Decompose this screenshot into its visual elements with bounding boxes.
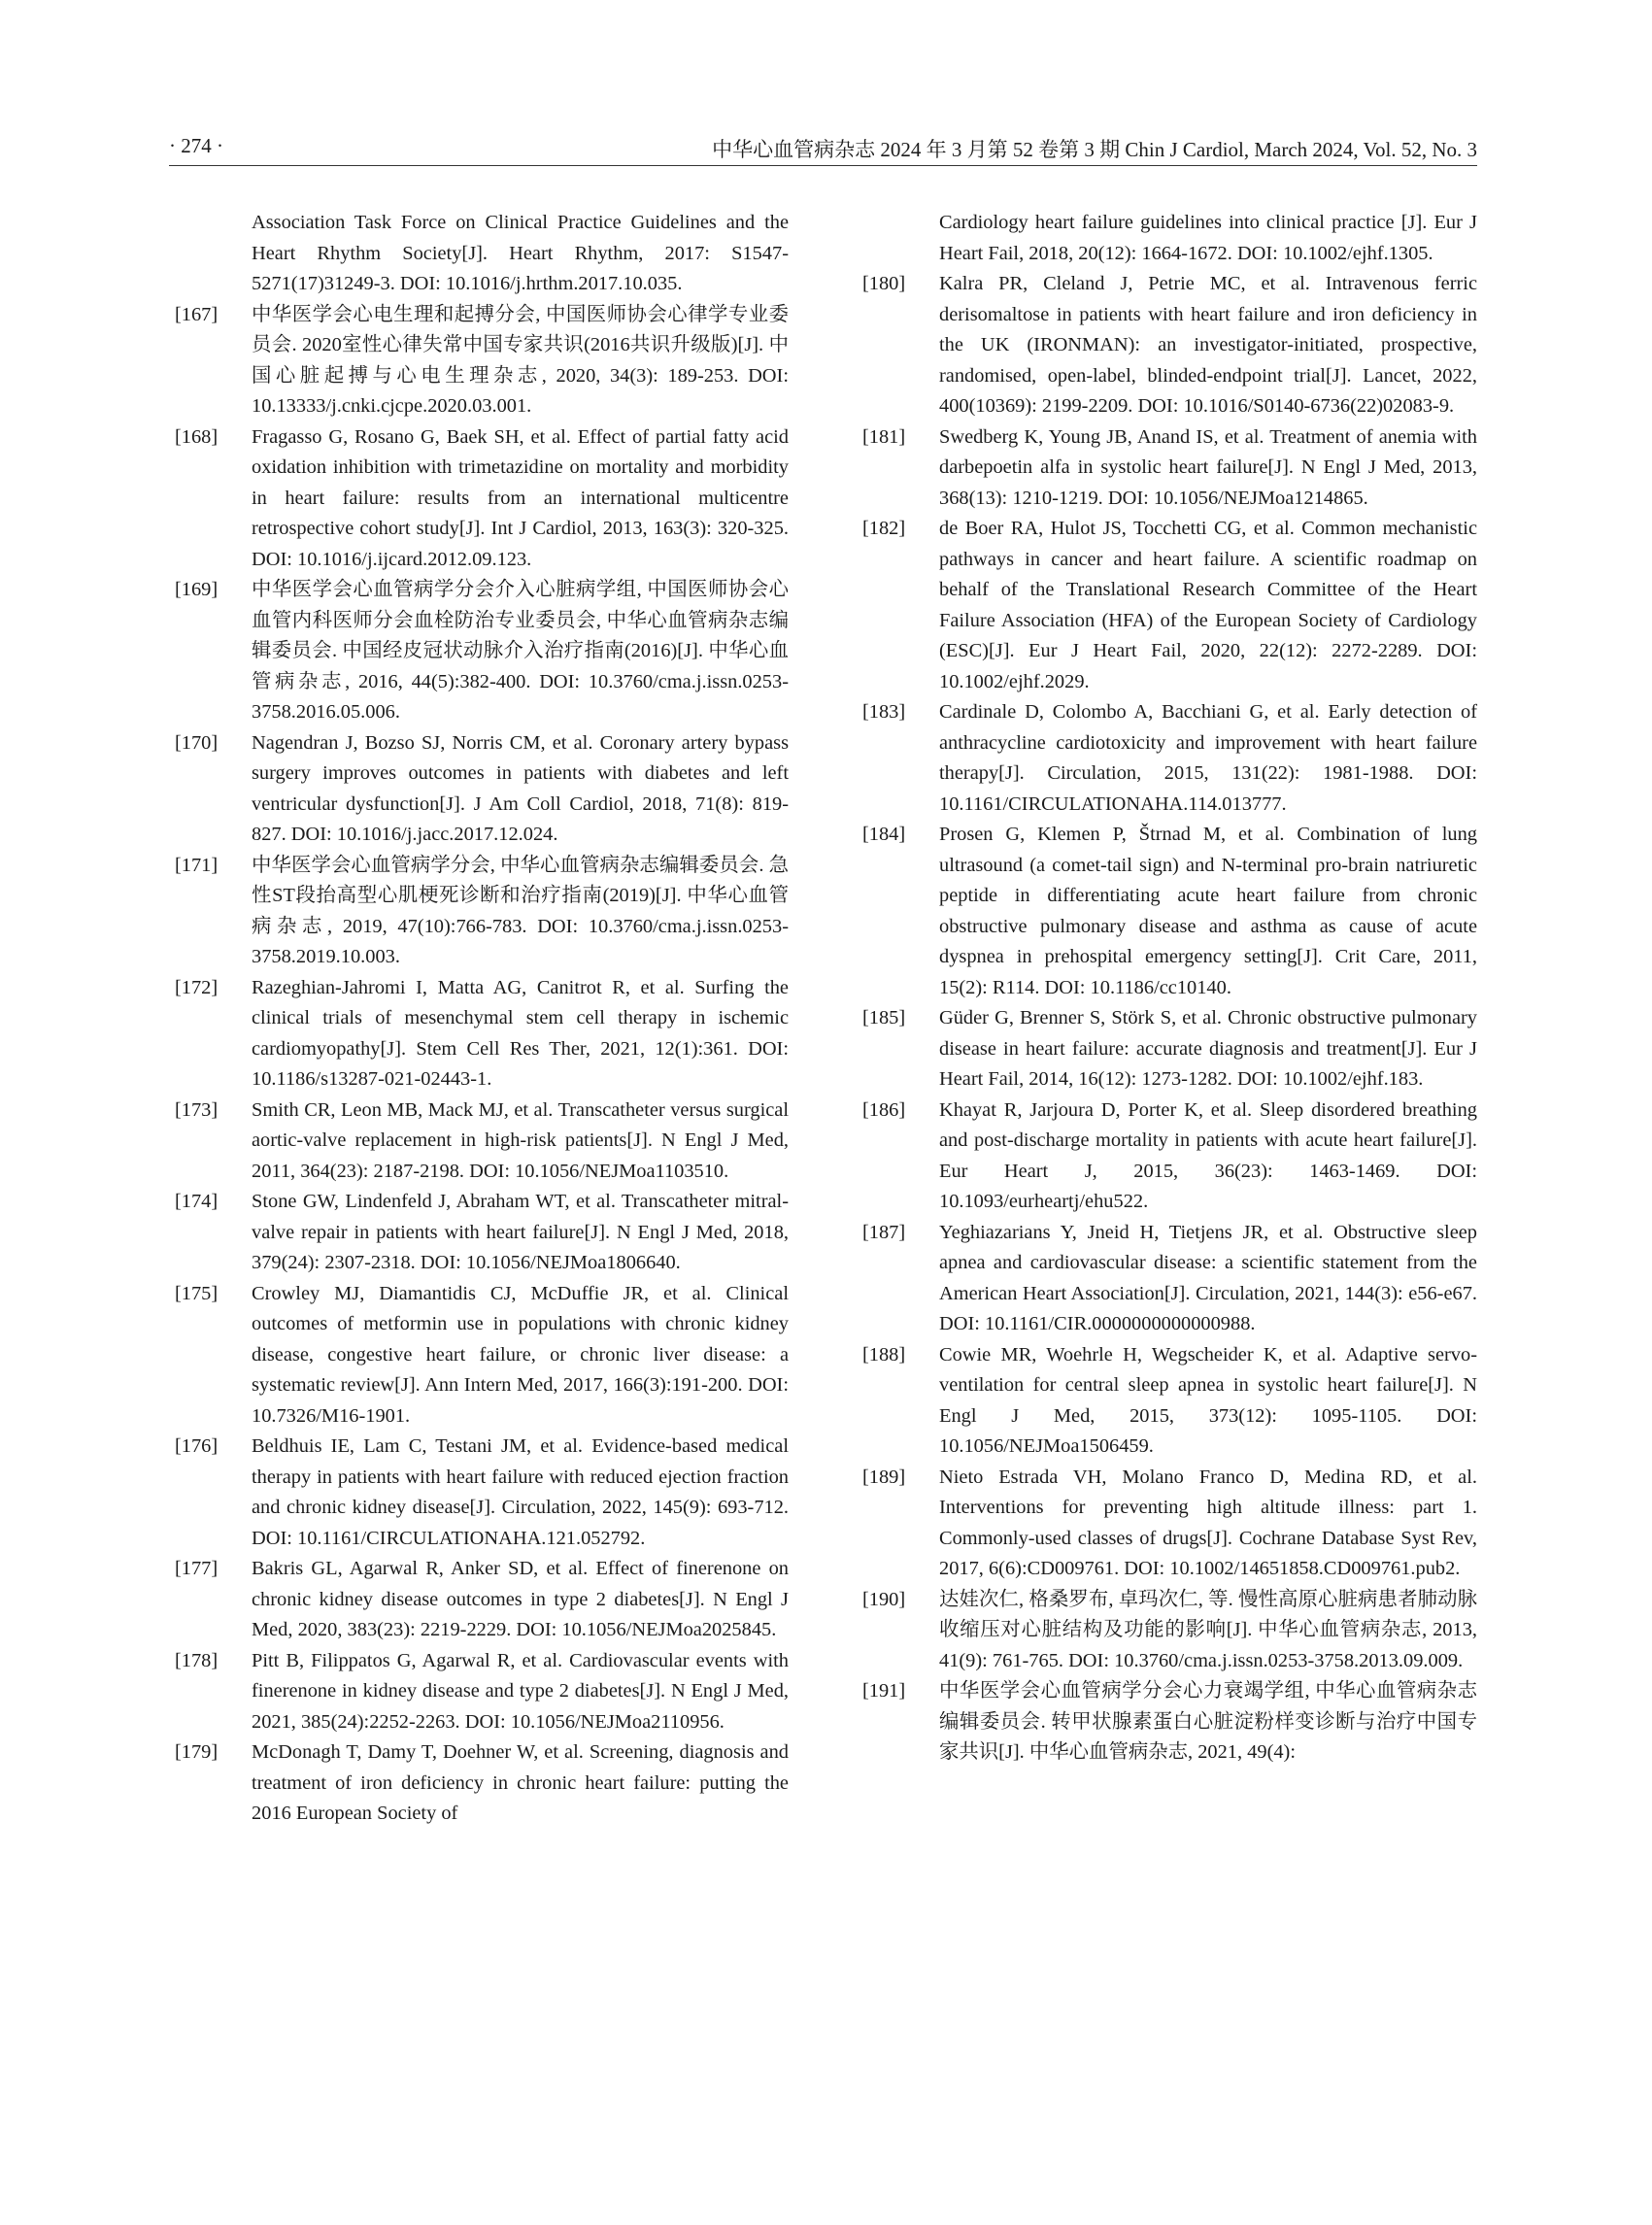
reference-number: [191] [862,1680,906,1702]
reference-number: [178] [175,1649,219,1671]
reference-number: [170] [175,731,219,754]
reference-number: [182] [862,518,906,539]
reference-text: Swedberg K, Young JB, Anand IS, et al. Treatment of anemia with darbepoetin alfa in systolic heart failure[J]. N Engl J Med, 2013, 368(13): 1210-1219. DOI: 10.1056/NEJMoa1214865. [939,425,1477,509]
reference-text: Cowie MR, Woehrle H, Wegscheider K, et al. Adaptive servo-ventilation for central sleep apnea in systolic heart failure[J]. N Engl J Med, 2015, 373(12): 1095-1105. DOI: 10.1056/NEJMoa1506459. [939,1343,1477,1457]
reference-number: [190] [862,1588,906,1610]
reference-number: [188] [862,1343,906,1365]
reference-text: 中华医学会心电生理和起搏分会, 中国医师协会心律学专业委员会. 2020室性心律失常中国专家共识(2016共识升级版)[J]. 中国心脏起搏与心电生理杂志, 2020, 34(3): 189-253. DOI: 10.13333/j.cnki.cjcpe.2020.03.001. [252,303,789,417]
reference-number: [185] [862,1007,906,1028]
reference-text: 中华医学会心血管病学分会介入心脏病学组, 中国医师协会心血管内科医师分会血栓防治专业委员会, 中华心血管病杂志编辑委员会. 中国经皮冠状动脉介入治疗指南(2016)[J]. 中华心血管病杂志, 2016, 44(5):382-400. DOI: 10.3760/cma.j.issn.0253-3758.2016.05.006. [252,579,789,723]
reference-number: [173] [175,1098,219,1121]
reference-text: 中华医学会心血管病学分会心力衰竭学组, 中华心血管病杂志编辑委员会. 转甲状腺素蛋白心脏淀粉样变诊断与治疗中国专家共识[J]. 中华心血管病杂志, 2021, 49(4): [939,1680,1477,1763]
reference-text: Güder G, Brenner S, Störk S, et al. Chronic obstructive pulmonary disease in heart failure: accurate diagnosis and treatment[J]. Eur J Heart Fail, 2014, 16(12): 1273-1282. DOI: 10.1002/ejhf.183. [939,1007,1477,1090]
reference-number: [175] [175,1282,219,1304]
reference-item [175,1279,789,1433]
reference-item [175,1737,789,1830]
reference-number: [177] [175,1558,219,1579]
reference-item [175,973,789,1096]
reference-number: [172] [175,976,219,998]
reference-number: [187] [862,1221,906,1243]
reference-number: [171] [175,854,219,876]
reference-number: [168] [175,425,219,448]
reference-number: [169] [175,579,219,600]
reference-number: [181] [862,425,906,448]
reference-number: [184] [862,824,906,845]
reference-item [862,1585,1477,1677]
reference-item [862,1096,1477,1218]
reference-item [175,1554,789,1646]
reference-text: Razeghian-Jahromi I, Matta AG, Canitrot R, et al. Surfing the clinical trials of mesenchymal stem cell therapy in ischemic cardiomyopathy[J]. Stem Cell Res Ther, 2021, 12(1):361. DOI: 10.1186/s13287-021-02443-1. [252,976,789,1090]
journal-citation-line: 中华心血管病杂志 2024 年 3 月第 52 卷第 3 期 Chin J Cardiol, March 2024, Vol. 52, No. 3 [712,138,1477,161]
reference-text: Fragasso G, Rosano G, Baek SH, et al. Effect of partial fatty acid oxidation inhibition with trimetazidine on mortality and morbidity in heart failure: results from an international multicentre retrospective cohort study[J]. Int J Cardiol, 2013, 163(3): 320-325. DOI: 10.1016/j.ijcard.2012.09.123. [252,425,789,570]
reference-text: 中华医学会心血管病学分会, 中华心血管病杂志编辑委员会. 急性ST段抬高型心肌梗死诊断和治疗指南(2019)[J]. 中华心血管病杂志, 2019, 47(10):766-783. DOI: 10.3760/cma.j.issn.0253-3758.2019.10.003. [252,854,789,967]
reference-item [175,1646,789,1738]
reference-text: Nieto Estrada VH, Molano Franco D, Medina RD, et al. Interventions for preventing high altitude illness: part 1. Commonly-used classes of drugs[J]. Cochrane Database Syst Rev, 2017, 6(6):CD009761. DOI: 10.1002/14651858.CD009761.pub2. [939,1466,1477,1579]
reference-item [862,1340,1477,1463]
reference-item [862,422,1477,515]
reference-item [175,728,789,851]
reference-item [862,1218,1477,1340]
reference-text: Nagendran J, Bozso SJ, Norris CM, et al. Coronary artery bypass surgery improves outcomes in patients with diabetes and left ventricular dysfunction[J]. J Am Coll Cardiol, 2018, 71(8): 819-827. DOI: 10.1016/j.jacc.2017.12.024. [252,731,789,845]
reference-text: Bakris GL, Agarwal R, Anker SD, et al. Effect of finerenone on chronic kidney disease outcomes in type 2 diabetes[J]. N Engl J Med, 2020, 383(23): 2219-2229. DOI: 10.1056/NEJMoa2025845. [252,1558,789,1640]
reference-number: [183] [862,701,906,723]
reference-item [862,1676,1477,1769]
reference-item [862,1463,1477,1585]
reference-item [862,269,1477,422]
page-number: · 274 · [169,134,223,157]
reference-item [862,1003,1477,1096]
reference-item [862,820,1477,1003]
reference-text: Cardiology heart failure guidelines into clinical practice [J]. Eur J Heart Fail, 2018, 20(12): 1664-1672. DOI: 10.1002/ejhf.1305. [939,212,1477,264]
reference-item [862,697,1477,820]
reference-item [175,208,789,300]
reference-text: Khayat R, Jarjoura D, Porter K, et al. Sleep disordered breathing and post-discharge mortality in patients with acute heart failure[J]. Eur Heart J, 2015, 36(23): 1463-1469. DOI: 10.1093/eurheartj/ehu522. [939,1098,1477,1212]
left-column [175,208,789,1830]
page-header [169,128,1477,166]
reference-text: Beldhuis IE, Lam C, Testani JM, et al. Evidence-based medical therapy in patients with heart failure with reduced ejection fraction and chronic kidney disease[J]. Circulation, 2022, 145(9): 693-712. DOI: 10.1161/CIRCULATIONAHA.121.052792. [252,1435,789,1549]
reference-text: Stone GW, Lindenfeld J, Abraham WT, et al. Transcatheter mitral-valve repair in patients with heart failure[J]. N Engl J Med, 2018, 379(24): 2307-2318. DOI: 10.1056/NEJMoa1806640. [252,1191,789,1273]
reference-number: [179] [175,1741,219,1763]
right-column [862,208,1477,1769]
reference-item [175,575,789,728]
reference-item [862,514,1477,697]
reference-item [175,851,789,973]
reference-number: [176] [175,1435,219,1457]
reference-text: Crowley MJ, Diamantidis CJ, McDuffie JR, et al. Clinical outcomes of metformin use in populations with chronic kidney disease, congestive heart failure, or chronic liver disease: a systematic review[J]. Ann Intern Med, 2017, 166(3):191-200. DOI: 10.7326/M16-1901. [252,1282,789,1427]
reference-item [175,1432,789,1554]
reference-text: Cardinale D, Colombo A, Bacchiani G, et al. Early detection of anthracycline cardiotoxicity and improvement with heart failure therapy[J]. Circulation, 2015, 131(22): 1981-1988. DOI: 10.1161/CIRCULATIONAHA.114.013777. [939,701,1477,815]
reference-number: [180] [862,273,906,294]
reference-text: de Boer RA, Hulot JS, Tocchetti CG, et al. Common mechanistic pathways in cancer and heart failure. A scientific roadmap on behalf of the Translational Research Committee of the Heart Failure Association (HFA) of the European Society of Cardiology (ESC)[J]. Eur J Heart Fail, 2020, 22(12): 2272-2289. DOI: 10.1002/ejhf.2029. [939,518,1477,692]
reference-item [175,1187,789,1279]
reference-number: [167] [175,303,219,325]
reference-text: Yeghiazarians Y, Jneid H, Tietjens JR, et al. Obstructive sleep apnea and cardiovascular disease: a scientific statement from the American Heart Association[J]. Circulation, 2021, 144(3): e56-e67. DOI: 10.1161/CIR.0000000000000988. [939,1221,1477,1334]
reference-number: [174] [175,1191,219,1212]
reference-text: McDonagh T, Damy T, Doehner W, et al. Screening, diagnosis and treatment of iron deficiency in chronic heart failure: putting the 2016 European Society of [252,1741,789,1824]
reference-text: Association Task Force on Clinical Practice Guidelines and the Heart Rhythm Society[J]. Heart Rhythm, 2017: S1547-5271(17)31249-3. DOI: 10.1016/j.hrthm.2017.10.035. [252,212,789,294]
reference-text: Kalra PR, Cleland J, Petrie MC, et al. Intravenous ferric derisomaltose in patients with heart failure and iron deficiency in the UK (IRONMAN): an investigator-initiated, prospective, randomised, open-label, blinded-endpoint trial[J]. Lancet, 2022, 400(10369): 2199-2209. DOI: 10.1016/S0140-6736(22)02083-9. [939,273,1477,417]
reference-number: [189] [862,1466,906,1488]
reference-number: [186] [862,1098,906,1121]
reference-item [175,422,789,576]
reference-item [175,300,789,422]
reference-item [175,1096,789,1188]
reference-text: Prosen G, Klemen P, Štrnad M, et al. Combination of lung ultrasound (a comet-tail sign) and N-terminal pro-brain natriuretic peptide in differentiating acute heart failure from chronic obstructive pulmonary disease and asthma as cause of acute dyspnea in prehospital emergency setting[J]. Crit Care, 2011, 15(2): R114. DOI: 10.1186/cc10140. [939,824,1477,998]
reference-text: Smith CR, Leon MB, Mack MJ, et al. Transcatheter versus surgical aortic-valve replacement in high-risk patients[J]. N Engl J Med, 2011, 364(23): 2187-2198. DOI: 10.1056/NEJMoa1103510. [252,1098,789,1182]
reference-text: 达娃次仁, 格桑罗布, 卓玛次仁, 等. 慢性高原心脏病患者肺动脉收缩压对心脏结构及功能的影响[J]. 中华心血管病杂志, 2013, 41(9): 761-765. DOI: 10.3760/cma.j.issn.0253-3758.2013.09.009. [939,1588,1477,1671]
reference-item [862,208,1477,269]
reference-text: Pitt B, Filippatos G, Agarwal R, et al. Cardiovascular events with finerenone in kidney disease and type 2 diabetes[J]. N Engl J Med, 2021, 385(24):2252-2263. DOI: 10.1056/NEJMoa2110956. [252,1649,789,1733]
